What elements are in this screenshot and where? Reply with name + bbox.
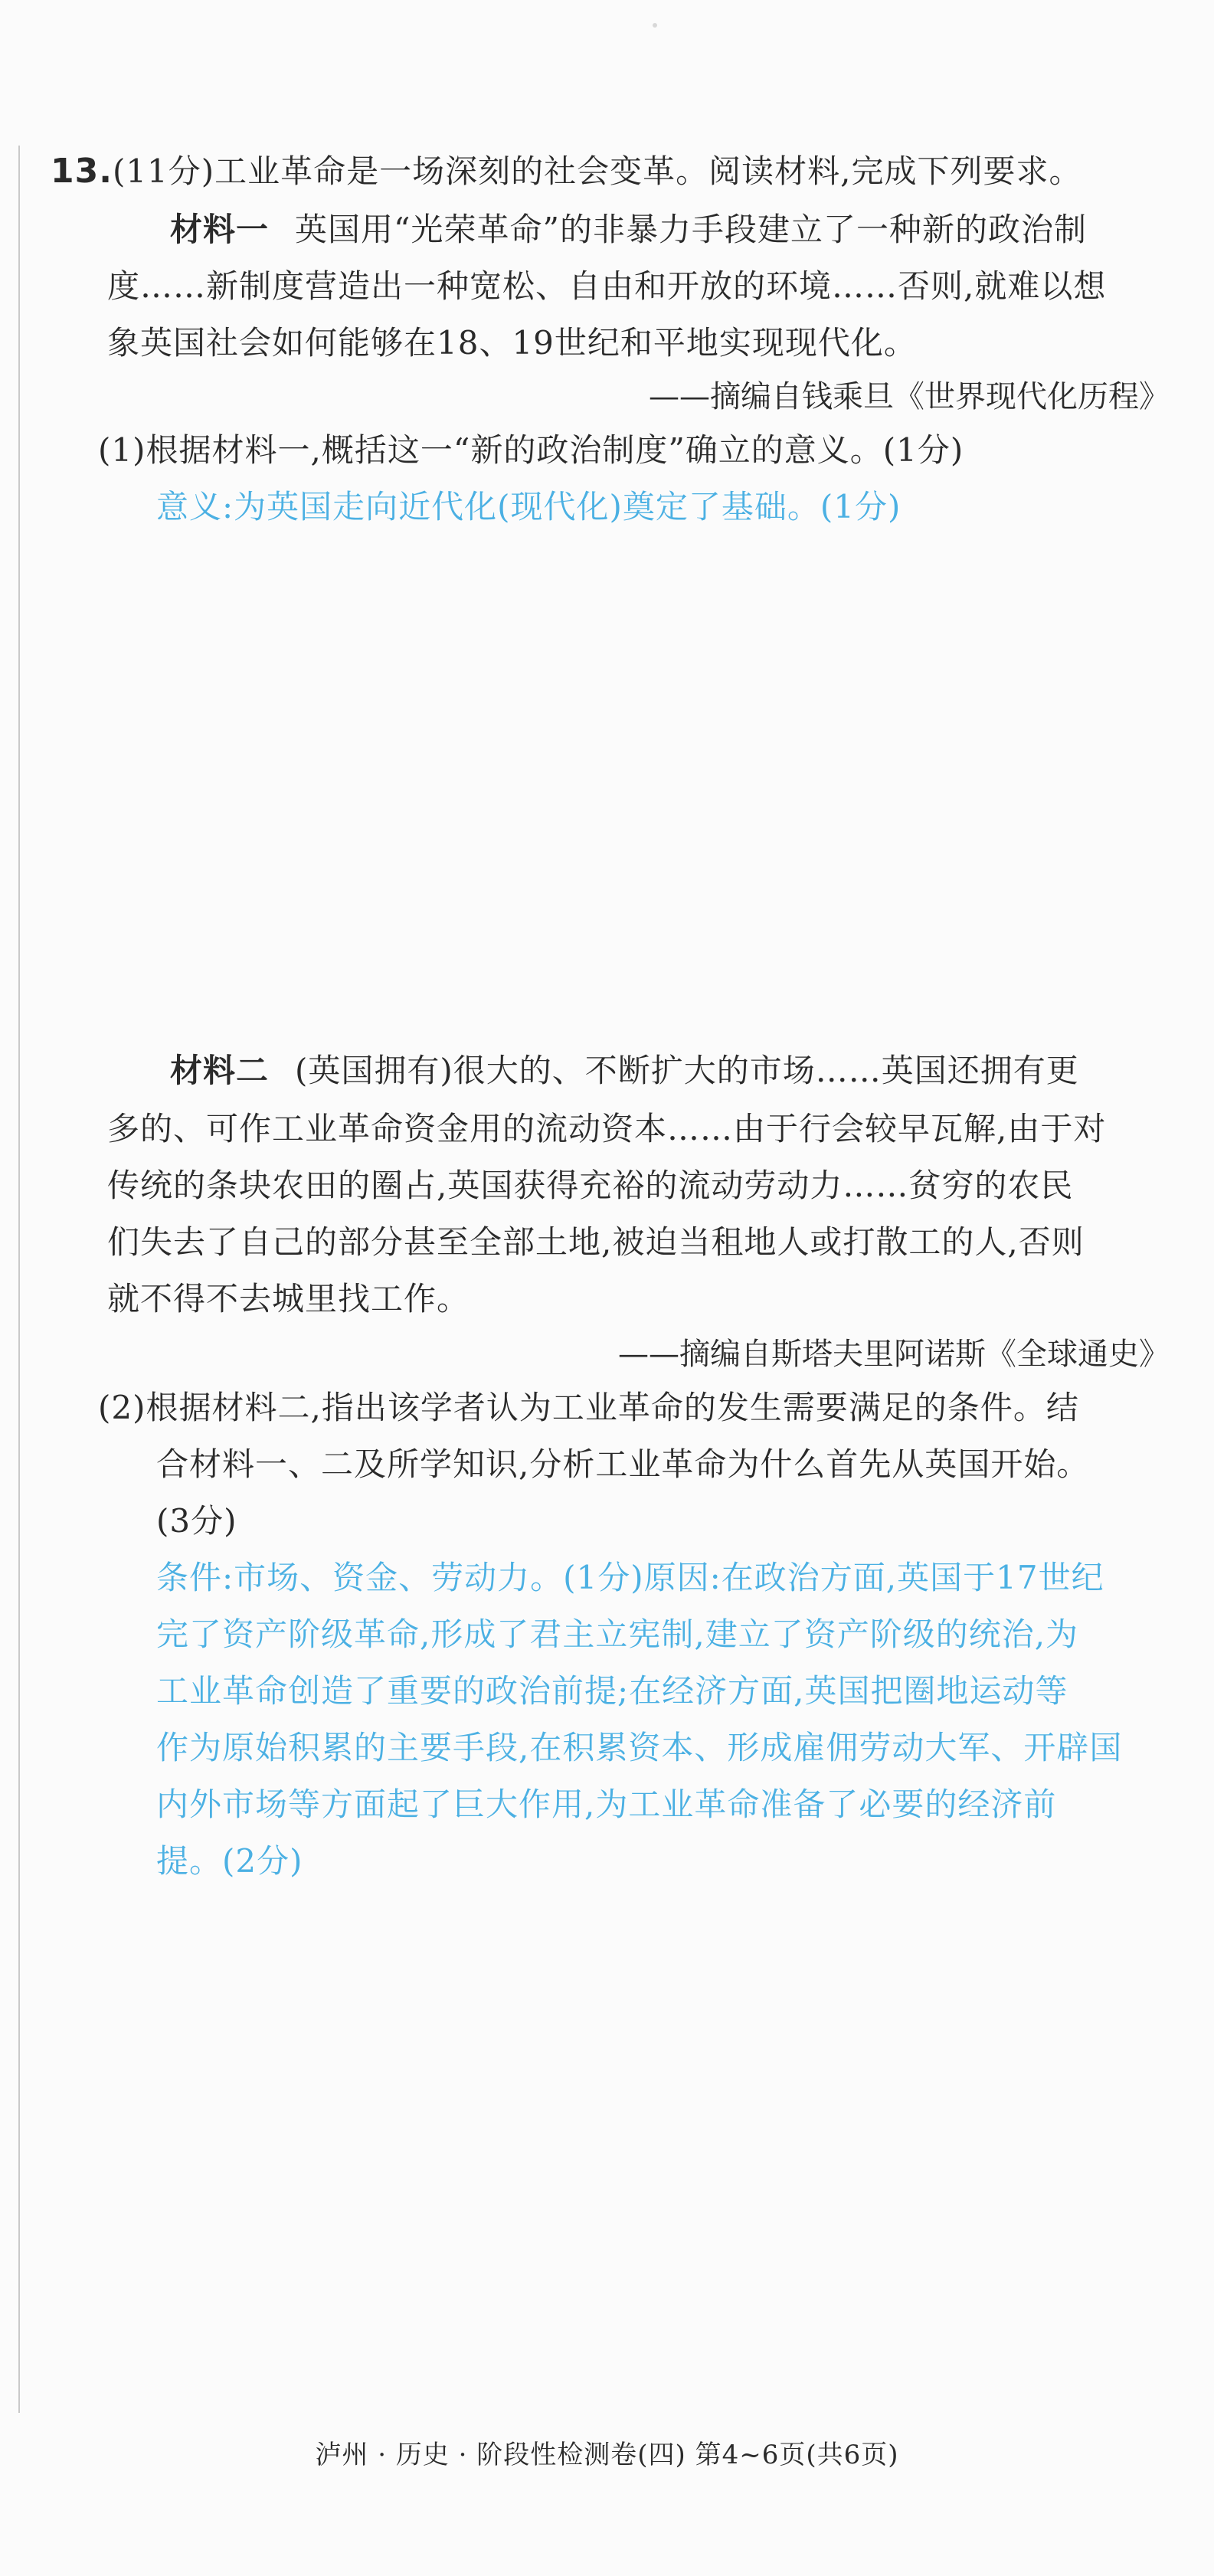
material2-label: 材料二 bbox=[170, 1052, 270, 1089]
material1-line-1 bbox=[170, 208, 1087, 251]
sub2-answer-line-3: 工业革命创造了重要的政治前提;在经济方面,英国把圈地运动等 bbox=[156, 1672, 1068, 1710]
question-stem-line bbox=[51, 150, 1082, 193]
material1-source: ——摘编自钱乘旦《世界现代化历程》 bbox=[649, 379, 1170, 414]
sub1-question: (1)根据材料一,概括这一“新的政治制度”确立的意义。(1分) bbox=[98, 431, 964, 469]
sub2-question-line-2: 合材料一、二及所学知识,分析工业革命为什么首先从英国开始。 bbox=[156, 1445, 1090, 1483]
sub2-question-line-3: (3分) bbox=[156, 1502, 237, 1540]
sub2-answer-line-2: 完了资产阶级革命,形成了君主立宪制,建立了资产阶级的统治,为 bbox=[156, 1615, 1079, 1653]
material2-line-3: 传统的条块农田的圈占,英国获得充裕的流动劳动力……贫穷的农民 bbox=[107, 1167, 1074, 1204]
material2-text-1: (英国拥有)很大的、不断扩大的市场……英国还拥有更 bbox=[295, 1052, 1079, 1089]
scan-dot bbox=[653, 23, 657, 28]
material1-text-1: 英国用“光荣革命”的非暴力手段建立了一种新的政治制 bbox=[295, 211, 1087, 248]
sub2-question-line-1: (2)根据材料二,指出该学者认为工业革命的发生需要满足的条件。结 bbox=[98, 1389, 1079, 1426]
material1-line-2: 度……新制度营造出一种宽松、自由和开放的环境……否则,就难以想 bbox=[107, 267, 1107, 305]
sub2-answer-line-1: 条件:市场、资金、劳动力。(1分)原因:在政治方面,英国于17世纪 bbox=[156, 1559, 1104, 1596]
sub1-answer: 意义:为英国走向近代化(现代化)奠定了基础。(1分) bbox=[156, 488, 902, 525]
material2-line-5: 就不得不去城里找工作。 bbox=[107, 1280, 470, 1317]
material2-line-1 bbox=[170, 1049, 1079, 1092]
question-stem: (11分)工业革命是一场深刻的社会变革。阅读材料,完成下列要求。 bbox=[112, 152, 1082, 190]
margin-rule bbox=[18, 146, 20, 2413]
sub2-answer-line-6: 提。(2分) bbox=[156, 1842, 303, 1880]
material2-source: ——摘编自斯塔夫里阿诺斯《全球通史》 bbox=[618, 1337, 1170, 1372]
sub2-answer-line-4: 作为原始积累的主要手段,在积累资本、形成雇佣劳动大军、开辟国 bbox=[156, 1729, 1123, 1766]
question-number: 13. bbox=[51, 152, 113, 191]
material2-line-2: 多的、可作工业革命资金用的流动资本……由于行会较早瓦解,由于对 bbox=[107, 1110, 1107, 1147]
material1-line-3: 象英国社会如何能够在18、19世纪和平地实现现代化。 bbox=[107, 324, 917, 362]
page-footer: 泸州 · 历史 · 阶段性检测卷(四) 第4~6页(共6页) bbox=[315, 2440, 899, 2470]
material1-label: 材料一 bbox=[170, 211, 270, 248]
material2-line-4: 们失去了自己的部分甚至全部土地,被迫当租地人或打散工的人,否则 bbox=[107, 1223, 1085, 1261]
sub2-answer-line-5: 内外市场等方面起了巨大作用,为工业革命准备了必要的经济前 bbox=[156, 1786, 1057, 1823]
